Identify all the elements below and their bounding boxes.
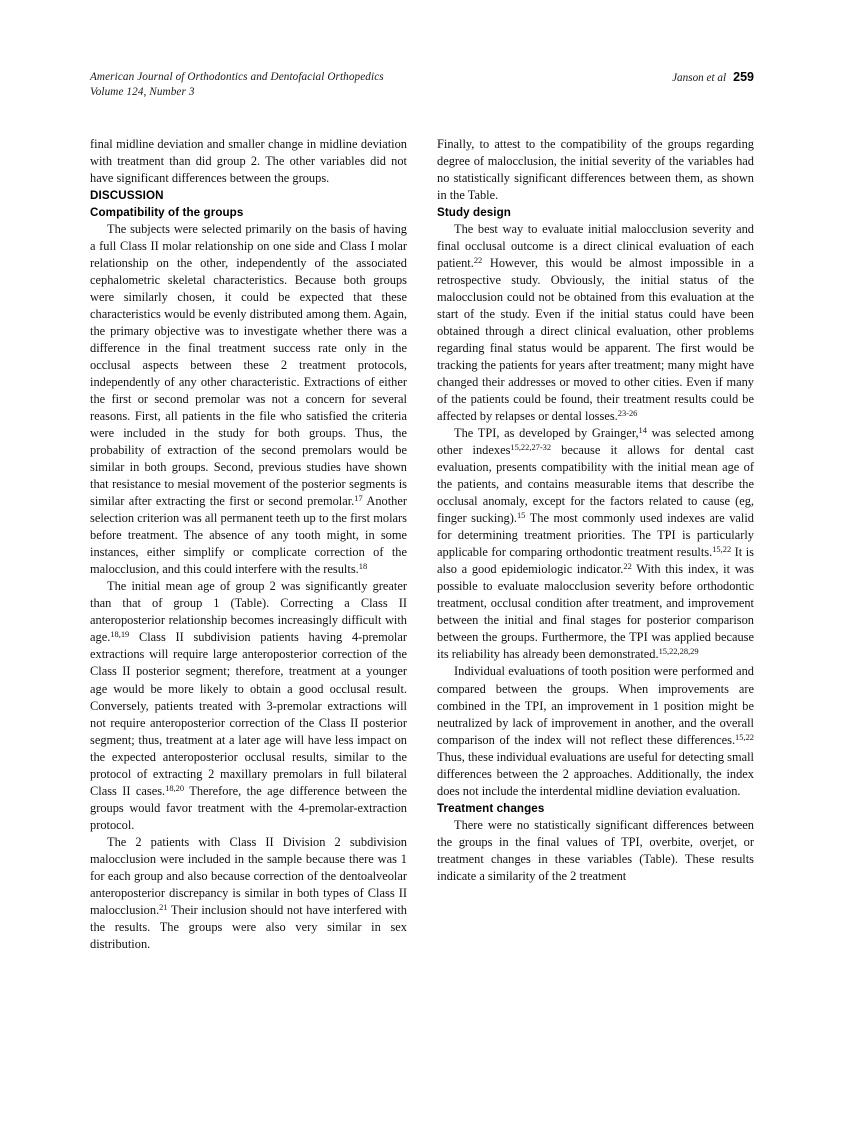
para-text-segment: With this index, it was possible to evaluate malocclusion severity before orthodontic treatment, occlusal condition after treatment, and improvement between the initial and final stages for posterior comparison between the groups. Furthermore, the TPI was applied because its reliability has already been demonstrated. bbox=[437, 562, 754, 662]
citation-ref: 15 bbox=[516, 510, 526, 521]
para-text-segment: was selected among other indexes bbox=[437, 426, 754, 458]
running-head bbox=[90, 70, 754, 104]
body-columns bbox=[90, 136, 754, 1076]
journal-volume: Volume 124, Number 3 bbox=[90, 86, 195, 98]
journal-title: American Journal of Orthodontics and Dentofacial Orthopedics bbox=[90, 71, 384, 83]
para-text-segment: The best way to evaluate initial malocclusion severity and final occlusal outcome is a direct clinical evaluation of each patient. bbox=[437, 222, 754, 271]
paragraph-subjects-selection bbox=[90, 221, 407, 578]
para-text-segment: Their inclusion should not have interfered with the results. The groups were also very similar in sex distribution. bbox=[90, 902, 407, 951]
citation-ref: 22 bbox=[623, 561, 632, 572]
heading-compatibility-of-the-groups: Compatibility of the groups bbox=[90, 206, 244, 220]
citation-ref: 17 bbox=[354, 493, 363, 504]
citation-ref: 15,22 bbox=[735, 731, 754, 742]
para-text-segment: Thus, these individual evaluations are useful for detecting small differences between the 2 approaches. Additionally, the index does not include the interdental midline deviation evaluation. bbox=[437, 749, 754, 798]
paragraph-tpi-grainger bbox=[437, 425, 754, 663]
para-text-segment: It is also a good epidemiologic indicator. bbox=[437, 545, 754, 577]
para-text-segment: The most commonly used indexes are valid for determining treatment priorities. The TPI is particularly applicable for comparing orthodontic treatment results. bbox=[437, 511, 754, 560]
paragraph-continued-right: Finally, to attest to the compatibility of the groups regarding degree of malocclusion, the initial severity of the variables had no statistically significant differences between them, as shown in the Table. bbox=[437, 137, 754, 203]
citation-ref: 15,22,28,29 bbox=[658, 646, 699, 657]
author-names: Janson et al bbox=[672, 72, 727, 84]
citation-ref: 18,19 bbox=[110, 629, 130, 640]
para-text-segment: The TPI, as developed by Grainger, bbox=[454, 426, 639, 441]
para-text-segment: Therefore, the age difference between the groups would favor treatment with the 4-premolar-extraction protocol. bbox=[90, 783, 407, 832]
paragraph-best-way-evaluate bbox=[437, 221, 754, 425]
citation-ref: 15,22 bbox=[712, 544, 732, 555]
heading-discussion: DISCUSSION bbox=[90, 189, 164, 203]
running-head-journal bbox=[90, 70, 384, 100]
para-text-segment: The 2 patients with Class II Division 2 subdivision malocclusion were included in the sample because there was 1 for each group and also because correction of the dentoalveolar anteroposterior discrepancy is similar in both types of Class II malocclusion. bbox=[90, 834, 407, 917]
paragraph-continued-left: final midline deviation and smaller change in midline deviation with treatment than did group 2. The other variables did not have significant differences between the groups. bbox=[90, 137, 407, 186]
para-text-segment: Class II subdivision patients having 4-premolar extractions will require large anteroposterior correction of the Class II posterior segment; therefore, treatment at a younger age would be more likely to obtain a good occlusal result. Conversely, patients treated with 3-premolar extractions will not require anteroposterior correction of the Class II posterior segment; thus, treatment at a later age will have less impact on the expected anteroposterior occlusal results, similar to the protocol of extracting 2 maxillary premolars in full bilateral Class II cases. bbox=[90, 630, 407, 798]
citation-ref: 15,22,27-32 bbox=[510, 442, 552, 453]
heading-treatment-changes: Treatment changes bbox=[437, 801, 545, 815]
left-column bbox=[90, 136, 407, 1076]
citation-ref: 23-26 bbox=[617, 408, 638, 419]
citation-ref: 21 bbox=[159, 901, 168, 912]
citation-ref: 14 bbox=[638, 425, 647, 436]
citation-ref: 22 bbox=[473, 255, 483, 266]
para-text-segment: Individual evaluations of tooth position were performed and compared between the groups. When improvements are combined in the TPI, an improvement in 1 position might be neutralized by lack of improvement in another, and the overall comparison of the index will not reflect these differences. bbox=[437, 664, 754, 747]
para-text-segment: The initial mean age of group 2 was significantly greater than that of group 1 (Table). Correcting a Class II anteroposterior relationship becomes increasingly difficult with age. bbox=[90, 579, 407, 645]
paragraph-division-2-patients bbox=[90, 834, 407, 953]
right-column bbox=[437, 136, 754, 1076]
page-number: 259 bbox=[733, 70, 754, 84]
citation-ref: 18 bbox=[358, 561, 368, 572]
paragraph-individual-evaluations bbox=[437, 663, 754, 799]
paragraph-treatment-changes-body: There were no statistically significant differences between the groups in the final values of TPI, overbite, overjet, or treatment changes in these variables (Table). These results indicate a similarity of the 2 treatment bbox=[437, 817, 754, 883]
paragraph-initial-mean-age bbox=[90, 578, 407, 833]
para-text-segment: However, this would be almost impossible in a retrospective study. Obviously, the initial status of the malocclusion could not be obtained from this evaluation at the start of the study. Even if the initial status could have been obtained through a direct clinical evaluation, other problems regarding final status would be apparent. The first would be tracking the patients for years after treatment; many might have changed their addresses or moved to other cities. Even if many of the patients could be found, their treatment results could be affected by relapses or dental losses. bbox=[437, 256, 754, 424]
heading-study-design: Study design bbox=[437, 206, 511, 220]
citation-ref: 18,20 bbox=[165, 782, 185, 793]
para-text-segment: because it allows for dental cast evaluation, presents compatibility with the initial mean age of the patients, and contains measurable items that describe the occlusal anomaly, except for the factors related to cause (eg, finger sucking). bbox=[437, 443, 754, 526]
running-head-authors-page bbox=[672, 70, 754, 86]
para-text-segment: The subjects were selected primarily on the basis of having a full Class II molar relationship on one side and Class I molar relationship on the other, independently of the associated cephalometric skeletal characteristics. Because both groups were similarly chosen, it could be expected that these characteristics would be evenly distributed among them. Again, the primary objective was to investigate whether there was a difference in the final treatment success rate only in the occlusal aspects between these 2 treatment protocols, independently of any other characteristic. Extractions of either the first or second premolar was not a concern for several reasons. First, all patients in the file who satisfied the criteria were included in the study for both groups. Thus, the probability of extraction of the second premolars would be similar in both groups. Second, previous studies have shown that resistance to mesial movement of the posterior segments is similar after extracting the first or second premolar. bbox=[90, 222, 407, 509]
para-text-segment: Another selection criterion was all permanent teeth up to the first molars before treatment. The absence of any tooth might, in some instances, either simplify or complicate correction of the malocclusion, and this could interfere with the results. bbox=[90, 494, 407, 577]
